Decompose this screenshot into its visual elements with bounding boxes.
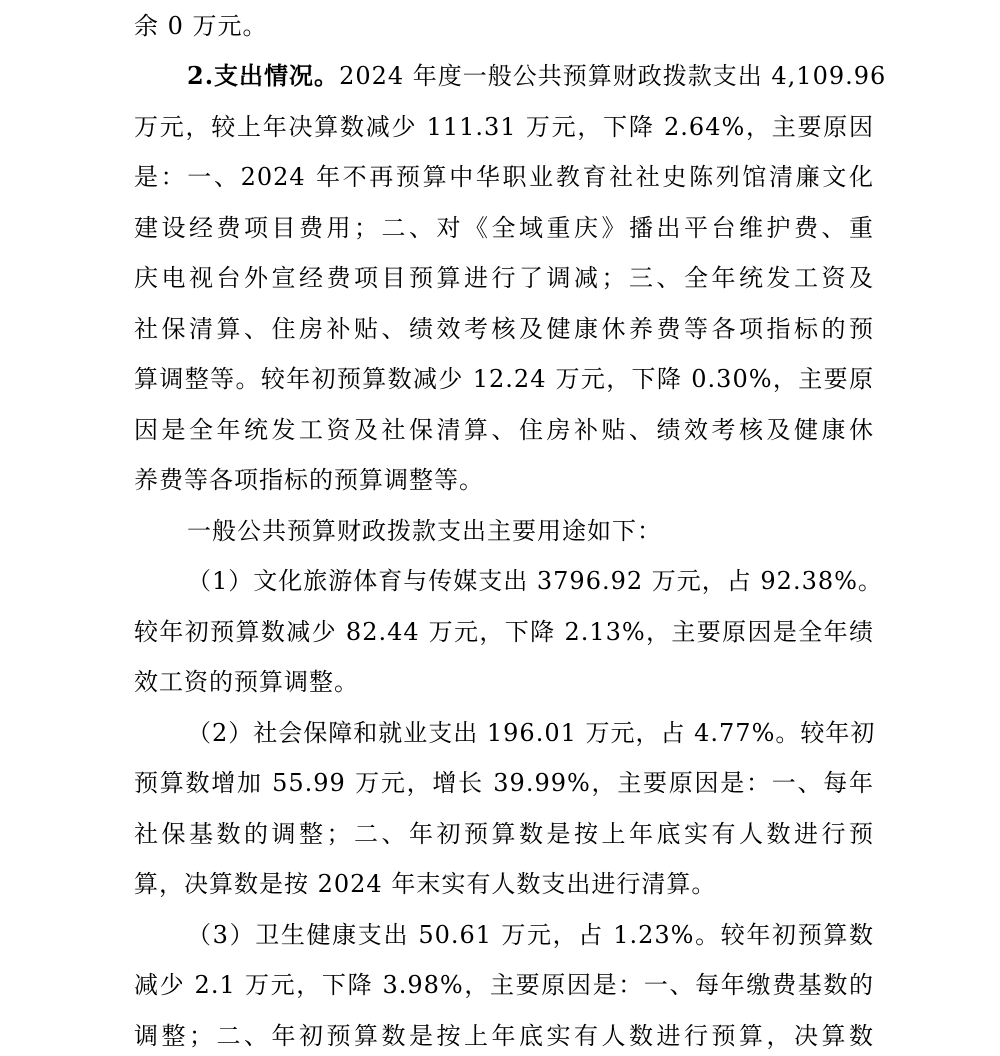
paragraph-line — [134, 157, 874, 197]
paragraph-line — [187, 511, 874, 551]
line-text: 减少 2.1 万元，下降 3.98%，主要原因是：一、每年缴费基数的 — [134, 971, 874, 999]
line-text: 社保基数的调整；二、年初预算数是按上年底实有人数进行预 — [134, 820, 874, 848]
paragraph-line — [134, 1016, 874, 1056]
paragraph-line — [134, 309, 874, 349]
paragraph-line — [134, 763, 874, 803]
line-text: 建设经费项目费用；二、对《全域重庆》播出平台维护费、重 — [134, 214, 874, 242]
paragraph-line — [134, 6, 874, 46]
line-text: 较年初预算数减少 82.44 万元，下降 2.13%，主要原因是全年绩 — [134, 618, 874, 646]
paragraph-line — [134, 258, 874, 298]
paragraph-line — [134, 107, 874, 147]
paragraph-line — [134, 864, 874, 904]
line-text: （2）社会保障和就业支出 196.01 万元，占 4.77%。较年初 — [187, 719, 876, 747]
paragraph-line — [134, 612, 874, 652]
line-text: 预算数增加 55.99 万元，增长 39.99%，主要原因是：一、每年 — [134, 769, 874, 797]
list-item-line — [187, 915, 874, 955]
line-text: 算，决算数是按 2024 年末实有人数支出进行清算。 — [134, 870, 717, 898]
line-text: 是：一、2024 年不再预算中华职业教育社社史陈列馆清廉文化 — [134, 163, 874, 191]
paragraph-line — [134, 208, 874, 248]
line-text: 养费等各项指标的预算调整等。 — [134, 466, 484, 494]
paragraph-line — [134, 460, 874, 500]
line-text: 一般公共预算财政拨款支出主要用途如下： — [187, 517, 662, 545]
line-text: 调整；二、年初预算数是按上年底实有人数进行预算，决算数 — [134, 1022, 874, 1050]
line-text: 算调整等。较年初预算数减少 12.24 万元，下降 0.30%，主要原 — [134, 365, 874, 393]
list-item-line — [187, 713, 874, 753]
line-text: 效工资的预算调整。 — [134, 668, 359, 696]
line-text: （3）卫生健康支出 50.61 万元，占 1.23%。较年初预算数 — [187, 921, 874, 949]
section-heading: 2.支出情况。 — [187, 61, 340, 90]
paragraph-line — [134, 410, 874, 450]
line-text: 因是全年统发工资及社保清算、住房补贴、绩效考核及健康休 — [134, 416, 874, 444]
paragraph-line — [134, 814, 874, 854]
line-text: （1）文化旅游体育与传媒支出 3796.92 万元，占 92.38%。 — [187, 567, 883, 595]
line-text: 社保清算、住房补贴、绩效考核及健康休养费等各项指标的预 — [134, 315, 874, 343]
paragraph-line — [134, 662, 874, 702]
line-text: 余 0 万元。 — [134, 12, 268, 40]
line-text: 2024 年度一般公共预算财政拨款支出 4,109.96 — [339, 62, 887, 90]
list-item-line — [187, 561, 883, 601]
line-text: 万元，较上年决算数减少 111.31 万元，下降 2.64%，主要原因 — [134, 113, 874, 141]
paragraph-line — [134, 965, 874, 1005]
line-text: 庆电视台外宣经费项目预算进行了调减；三、全年统发工资及 — [134, 264, 874, 292]
paragraph-line — [134, 359, 874, 399]
section-heading-line — [187, 56, 887, 96]
